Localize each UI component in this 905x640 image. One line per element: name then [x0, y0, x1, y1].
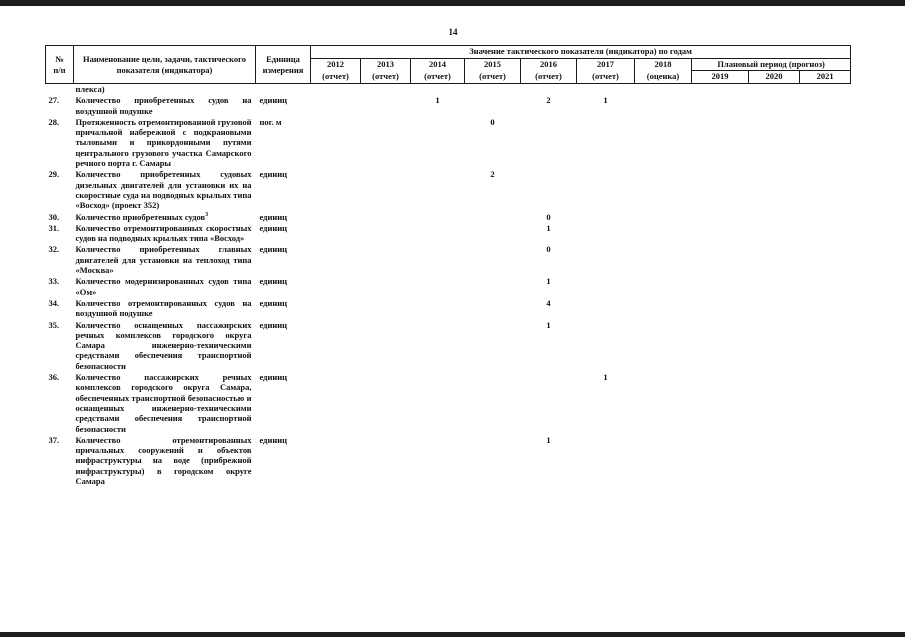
continuation-text: плекса): [75, 84, 105, 94]
value-cell-2014: [411, 168, 465, 210]
value-cell-2012: [311, 243, 361, 275]
value-cell-2013: [361, 211, 411, 222]
row-number: 33.: [48, 276, 60, 287]
page-number: 14: [448, 27, 458, 37]
value-cell-2018: [635, 434, 692, 486]
row-number: 34.: [48, 297, 60, 308]
table-row: [46, 222, 851, 244]
value-cell-2021: [800, 211, 851, 222]
unit-of-measure: единиц: [259, 169, 288, 180]
header-year-note-3: (отчет): [465, 71, 521, 84]
row-number: 36.: [48, 372, 60, 383]
value-cell-2012: [311, 211, 361, 222]
value-cell-2021: [800, 434, 851, 486]
value-cell-2016: [521, 371, 577, 434]
indicator-name: [74, 243, 256, 275]
indicators-table: [45, 45, 851, 486]
row-number: 27.: [48, 95, 60, 106]
value-cell-2017: [577, 211, 635, 222]
value-cell-2015: [465, 275, 521, 297]
value-cell-2017: [577, 116, 635, 168]
row-number: 37.: [48, 434, 60, 445]
value-cell-2019: [692, 434, 749, 486]
header-year-2: 2014: [411, 59, 465, 71]
value-cell-2020: [749, 297, 800, 319]
value-cell-2013: [361, 94, 411, 116]
header-unit-col: [256, 46, 311, 84]
header-year-4: 2016: [521, 59, 577, 71]
table-row: [46, 211, 851, 222]
value-cell-2017: 1: [603, 372, 608, 383]
header-unit-line1: Единица: [266, 53, 300, 64]
unit-of-measure: пог. м: [259, 116, 282, 127]
value-cell-2019: [692, 243, 749, 275]
table-header: [46, 46, 851, 84]
value-cell-2019: [692, 116, 749, 168]
value-cell-2018: [635, 168, 692, 210]
header-year-6: 2018: [635, 59, 692, 71]
header-num-line1: №: [55, 53, 64, 64]
unit-of-measure: единиц: [259, 222, 288, 233]
table-row: [46, 371, 851, 434]
value-cell-2012: [311, 275, 361, 297]
indicator-name: [74, 434, 256, 486]
value-cell-2012: [311, 94, 361, 116]
value-cell-2018: [635, 211, 692, 222]
value-cell-2013: [361, 168, 411, 210]
indicator-name: [74, 168, 256, 210]
value-cell-2017: [577, 168, 635, 210]
value-cell-2013: [361, 319, 411, 371]
row-number: 32.: [48, 244, 60, 255]
unit-of-measure: единиц: [259, 95, 288, 106]
indicator-name: [74, 297, 256, 319]
row-number: 35.: [48, 319, 60, 330]
header-name-col: Наименование цели, задачи, тактического показателя (индикатора): [74, 46, 256, 84]
header-year-1: 2013: [361, 59, 411, 71]
row-number: 30.: [48, 211, 60, 222]
value-cell-2014: [411, 211, 465, 222]
header-year-3: 2015: [465, 59, 521, 71]
value-cell-2014: [411, 319, 465, 371]
value-cell-2020: [749, 211, 800, 222]
value-cell-2020: [749, 222, 800, 244]
indicator-name: [74, 371, 256, 434]
value-cell-2021: [800, 319, 851, 371]
value-cell-2013: [361, 275, 411, 297]
header-values-group: Значение тактического показателя (индикатора) по годам: [311, 46, 851, 59]
value-cell-2016: 1: [546, 319, 551, 330]
value-cell-2018: [635, 297, 692, 319]
value-cell-2021: [800, 168, 851, 210]
header-year-note-1: (отчет): [361, 71, 411, 84]
value-cell-2018: [635, 94, 692, 116]
indicator-name: [74, 275, 256, 297]
value-cell-2013: [361, 116, 411, 168]
value-cell-2016: 1: [546, 222, 551, 233]
bottom-border-line: [0, 632, 905, 637]
value-cell-2012: [311, 319, 361, 371]
value-cell-2015: [465, 222, 521, 244]
value-cell-2021: [800, 222, 851, 244]
indicator-name-text: Количество приобретенных судов: [75, 211, 206, 222]
unit-of-measure: единиц: [259, 372, 288, 383]
indicator-name-text: Количество приобретенных главных двигателей для установки на теплоход типа «Москва»: [75, 244, 252, 276]
header-year-0: 2012: [311, 59, 361, 71]
value-cell-2019: [692, 222, 749, 244]
table-row: [46, 319, 851, 371]
header-year-note-0: (отчет): [311, 71, 361, 84]
value-cell-2015: [465, 371, 521, 434]
value-cell-2019: [692, 297, 749, 319]
header-year-5: 2017: [577, 59, 635, 71]
value-cell-2014: [411, 297, 465, 319]
indicator-name-text: Количество отремонтированных судов на воздушной подушке: [75, 297, 252, 319]
value-cell-2016: 0: [546, 244, 551, 255]
unit-of-measure: единиц: [259, 276, 288, 287]
value-cell-2020: [749, 94, 800, 116]
value-cell-2019: [692, 168, 749, 210]
value-cell-2012: [311, 116, 361, 168]
indicator-name: [74, 319, 256, 371]
value-cell-2020: [749, 434, 800, 486]
indicator-name-text: Количество пассажирских речных комплексов городского округа Самара, обеспеченных транспортной безопасностью и оснащенных инженерно-техническими средствами обеспечения транспортной безопасности: [75, 372, 252, 434]
table-row: [46, 168, 851, 210]
value-cell-2013: [361, 243, 411, 275]
value-cell-2017: [577, 275, 635, 297]
value-cell-2013: [361, 434, 411, 486]
value-cell-2016: [521, 168, 577, 210]
table-row: [46, 116, 851, 168]
value-cell-2012: [311, 371, 361, 434]
value-cell-2015: [465, 243, 521, 275]
value-cell-2015: [465, 94, 521, 116]
indicator-name: [74, 94, 256, 116]
value-cell-2013: [361, 222, 411, 244]
header-num-line2: п/п: [53, 64, 66, 75]
value-cell-2014: [411, 222, 465, 244]
header-year-note-5: (отчет): [577, 71, 635, 84]
value-cell-2020: [749, 243, 800, 275]
header-unit-line2: измерения: [262, 64, 304, 75]
indicator-name: [74, 211, 256, 222]
table-row: [46, 434, 851, 486]
value-cell-2015: [465, 319, 521, 371]
indicator-name-text: Количество модернизированных судов типа «Ом»: [75, 276, 252, 297]
value-cell-2012: [311, 297, 361, 319]
value-cell-2014: [411, 275, 465, 297]
row-number: 29.: [48, 169, 60, 180]
value-cell-2017: [577, 434, 635, 486]
unit-of-measure: единиц: [259, 297, 288, 308]
unit-of-measure: единиц: [259, 319, 288, 330]
value-cell-2021: [800, 243, 851, 275]
value-cell-2021: [800, 297, 851, 319]
value-cell-2016: 0: [546, 211, 551, 222]
value-cell-2021: [800, 275, 851, 297]
continuation-empty-cells: [256, 84, 851, 95]
value-cell-2014: [411, 371, 465, 434]
value-cell-2014: [411, 243, 465, 275]
value-cell-2021: [800, 116, 851, 168]
value-cell-2013: [361, 297, 411, 319]
value-cell-2018: [635, 371, 692, 434]
value-cell-2017: [577, 297, 635, 319]
header-plan-year-1: 2020: [749, 71, 800, 84]
value-cell-2014: [411, 116, 465, 168]
indicator-name-text: Количество отремонтированных причальных сооружений и объектов инфраструктуры на воде (прибрежной инфраструктуры) в городском округе Самара: [75, 434, 252, 486]
document-sheet: [45, 45, 850, 486]
value-cell-2016: 1: [546, 276, 551, 287]
indicator-name-text: Количество приобретенных судовых дизельных двигателей для установки их на скоростные суда на подводных крыльях типа «Восход» (проект 352): [75, 169, 252, 211]
value-cell-2015: 2: [490, 169, 495, 180]
header-year-note-4: (отчет): [521, 71, 577, 84]
unit-of-measure: единиц: [259, 244, 288, 255]
value-cell-2017: [577, 222, 635, 244]
unit-of-measure: единиц: [259, 434, 288, 445]
value-cell-2019: [692, 211, 749, 222]
header-plan-year-0: 2019: [692, 71, 749, 84]
value-cell-2012: [311, 168, 361, 210]
value-cell-2020: [749, 371, 800, 434]
value-cell-2019: [692, 275, 749, 297]
header-num-col: [46, 46, 74, 84]
value-cell-2018: [635, 243, 692, 275]
value-cell-2012: [311, 222, 361, 244]
value-cell-2020: [749, 275, 800, 297]
row-number: 28.: [48, 116, 60, 127]
value-cell-2018: [635, 275, 692, 297]
value-cell-2020: [749, 116, 800, 168]
value-cell-2016: 4: [546, 297, 551, 308]
table-row: [46, 94, 851, 116]
header-plan-year-2: 2021: [800, 71, 851, 84]
value-cell-2014: 1: [435, 95, 440, 106]
value-cell-2018: [635, 319, 692, 371]
indicator-name-text: Количество оснащенных пассажирских речных комплексов городского округа Самара инженерно-техническими средствами обеспечения транспортной безопасности: [75, 319, 252, 371]
value-cell-2019: [692, 371, 749, 434]
value-cell-2018: [635, 116, 692, 168]
value-cell-2019: [692, 94, 749, 116]
header-year-note-6: (оценка): [635, 71, 692, 84]
top-border-line: [0, 0, 905, 6]
value-cell-2021: [800, 371, 851, 434]
value-cell-2019: [692, 319, 749, 371]
footnote-mark: 3: [205, 211, 209, 218]
value-cell-2014: [411, 434, 465, 486]
header-planned-group: Плановый период (прогноз): [692, 59, 851, 71]
indicator-name: [74, 116, 256, 168]
indicator-name-text: Количество приобретенных судов на воздушной подушке: [75, 95, 252, 116]
header-year-note-2: (отчет): [411, 71, 465, 84]
value-cell-2016: 2: [546, 95, 551, 106]
value-cell-2015: [465, 297, 521, 319]
value-cell-2020: [749, 168, 800, 210]
indicator-name-text: Количество отремонтированных скоростных судов на подводных крыльях типа «Восход»: [75, 222, 252, 244]
value-cell-2012: [311, 434, 361, 486]
indicator-name-text: Протяженность отремонтированной грузовой причальной набережной с подкрановыми тыловыми и прикордонными путями центрального грузового участка Самарского речного порта г. Самары: [75, 116, 252, 169]
value-cell-2017: 1: [603, 95, 608, 106]
value-cell-2020: [749, 319, 800, 371]
row-number: 31.: [48, 222, 60, 233]
value-cell-2015: [465, 211, 521, 222]
indicator-name: [74, 222, 256, 244]
table-body: [46, 84, 851, 487]
value-cell-2015: 0: [490, 116, 495, 127]
value-cell-2013: [361, 371, 411, 434]
value-cell-2017: [577, 319, 635, 371]
value-cell-2018: [635, 222, 692, 244]
value-cell-2016: 1: [546, 434, 551, 445]
value-cell-2017: [577, 243, 635, 275]
table-row: [46, 275, 851, 297]
value-cell-2021: [800, 94, 851, 116]
table-row: [46, 297, 851, 319]
continuation-num-cell: [46, 84, 74, 95]
value-cell-2016: [521, 116, 577, 168]
value-cell-2015: [465, 434, 521, 486]
unit-of-measure: единиц: [259, 211, 288, 222]
table-row: [46, 243, 851, 275]
